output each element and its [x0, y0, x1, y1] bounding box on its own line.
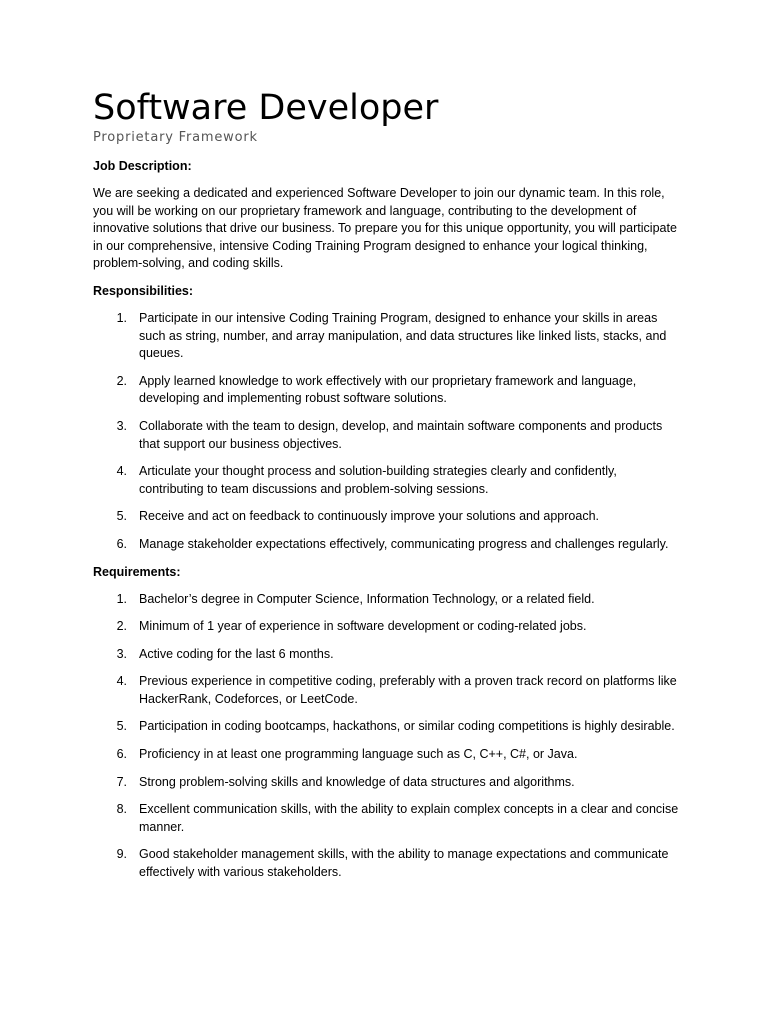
document-subtitle: Proprietary Framework: [93, 130, 258, 145]
list-number: 8.: [116, 802, 127, 817]
list-item-text: Previous experience in competitive coding, preferably with a proven track record on platforms like HackerRank, Codeforces, or LeetCode.: [139, 674, 677, 706]
list-item-text: Strong problem-solving skills and knowledge of data structures and algorithms.: [139, 774, 575, 789]
list-number: 3.: [116, 646, 127, 661]
list-number: 4.: [116, 674, 127, 689]
requirements-list: [93, 591, 683, 882]
requirement-item: [93, 774, 683, 792]
list-number: 2.: [116, 373, 127, 388]
list-item-text: Manage stakeholder expectations effectively, communicating progress and challenges regularly.: [139, 536, 669, 551]
job-description-heading: Job Description:: [93, 159, 192, 173]
document-page: [93, 86, 683, 892]
list-number: 2.: [116, 619, 127, 634]
list-item-text: Participation in coding bootcamps, hackathons, or similar coding competitions is highly desirable.: [139, 719, 675, 734]
list-item-text: Minimum of 1 year of experience in software development or coding-related jobs.: [139, 619, 587, 634]
requirement-item: [93, 646, 683, 664]
list-item-text: Active coding for the last 6 months.: [139, 646, 334, 661]
list-number: 1.: [116, 591, 127, 606]
requirement-item: [93, 718, 683, 736]
job-description-text: We are seeking a dedicated and experienced Software Developer to join our dynamic team. In this role, you will be working on our proprietary framework and language, contributing to the development of innovative solutions that drive our business. To prepare you for this unique opportunity, you will participate in our comprehensive, intensive Coding Training Program designed to enhance your logical thinking, problem-solving, and coding skills.: [93, 186, 677, 271]
list-item-text: Bachelor’s degree in Computer Science, Information Technology, or a related field.: [139, 591, 595, 606]
list-item-text: Participate in our intensive Coding Training Program, designed to enhance your skills in areas such as string, number, and array manipulation, and data structures like linked lists, stacks, and queues.: [139, 310, 667, 361]
responsibility-item: [93, 508, 683, 526]
responsibility-item: [93, 536, 683, 554]
responsibility-item: [93, 373, 683, 408]
requirement-item: [93, 618, 683, 636]
responsibility-item: [93, 463, 683, 498]
list-item-text: Good stakeholder management skills, with the ability to manage expectations and communicate effectively with various stakeholders.: [139, 847, 669, 880]
list-number: 1.: [116, 310, 127, 325]
list-item-text: Proficiency in at least one programming language such as C, C++, C#, or Java.: [139, 747, 578, 762]
requirements-heading: Requirements:: [93, 564, 181, 579]
requirement-item: [93, 801, 683, 836]
requirement-item: [93, 673, 683, 708]
list-number: 5.: [116, 719, 127, 734]
list-item-text: Articulate your thought process and solution-building strategies clearly and confidently, contributing to team discussions and problem-solving sessions.: [139, 464, 617, 496]
list-item-text: Receive and act on feedback to continuously improve your solutions and approach.: [139, 509, 600, 524]
responsibility-item: [93, 310, 683, 363]
responsibility-item: [93, 418, 683, 453]
requirement-item: [93, 591, 683, 609]
list-number: 9.: [116, 847, 127, 862]
responsibilities-list: [93, 310, 683, 554]
list-item-text: Apply learned knowledge to work effectively with our proprietary framework and language, developing and implementing robust software solutions.: [139, 373, 637, 406]
list-item-text: Collaborate with the team to design, develop, and maintain software components and products that support our business objectives.: [139, 418, 663, 451]
document-title: Software Developer: [93, 88, 439, 128]
list-number: 4.: [116, 464, 127, 479]
requirement-item: [93, 746, 683, 764]
list-item-text: Excellent communication skills, with the ability to explain complex concepts in a clear and concise manner.: [139, 802, 679, 834]
list-number: 6.: [116, 747, 127, 762]
list-number: 7.: [116, 774, 127, 789]
list-number: 3.: [116, 418, 127, 433]
requirement-item: [93, 846, 683, 881]
list-number: 6.: [116, 536, 127, 551]
list-number: 5.: [116, 509, 127, 524]
responsibilities-heading: Responsibilities:: [93, 283, 194, 298]
